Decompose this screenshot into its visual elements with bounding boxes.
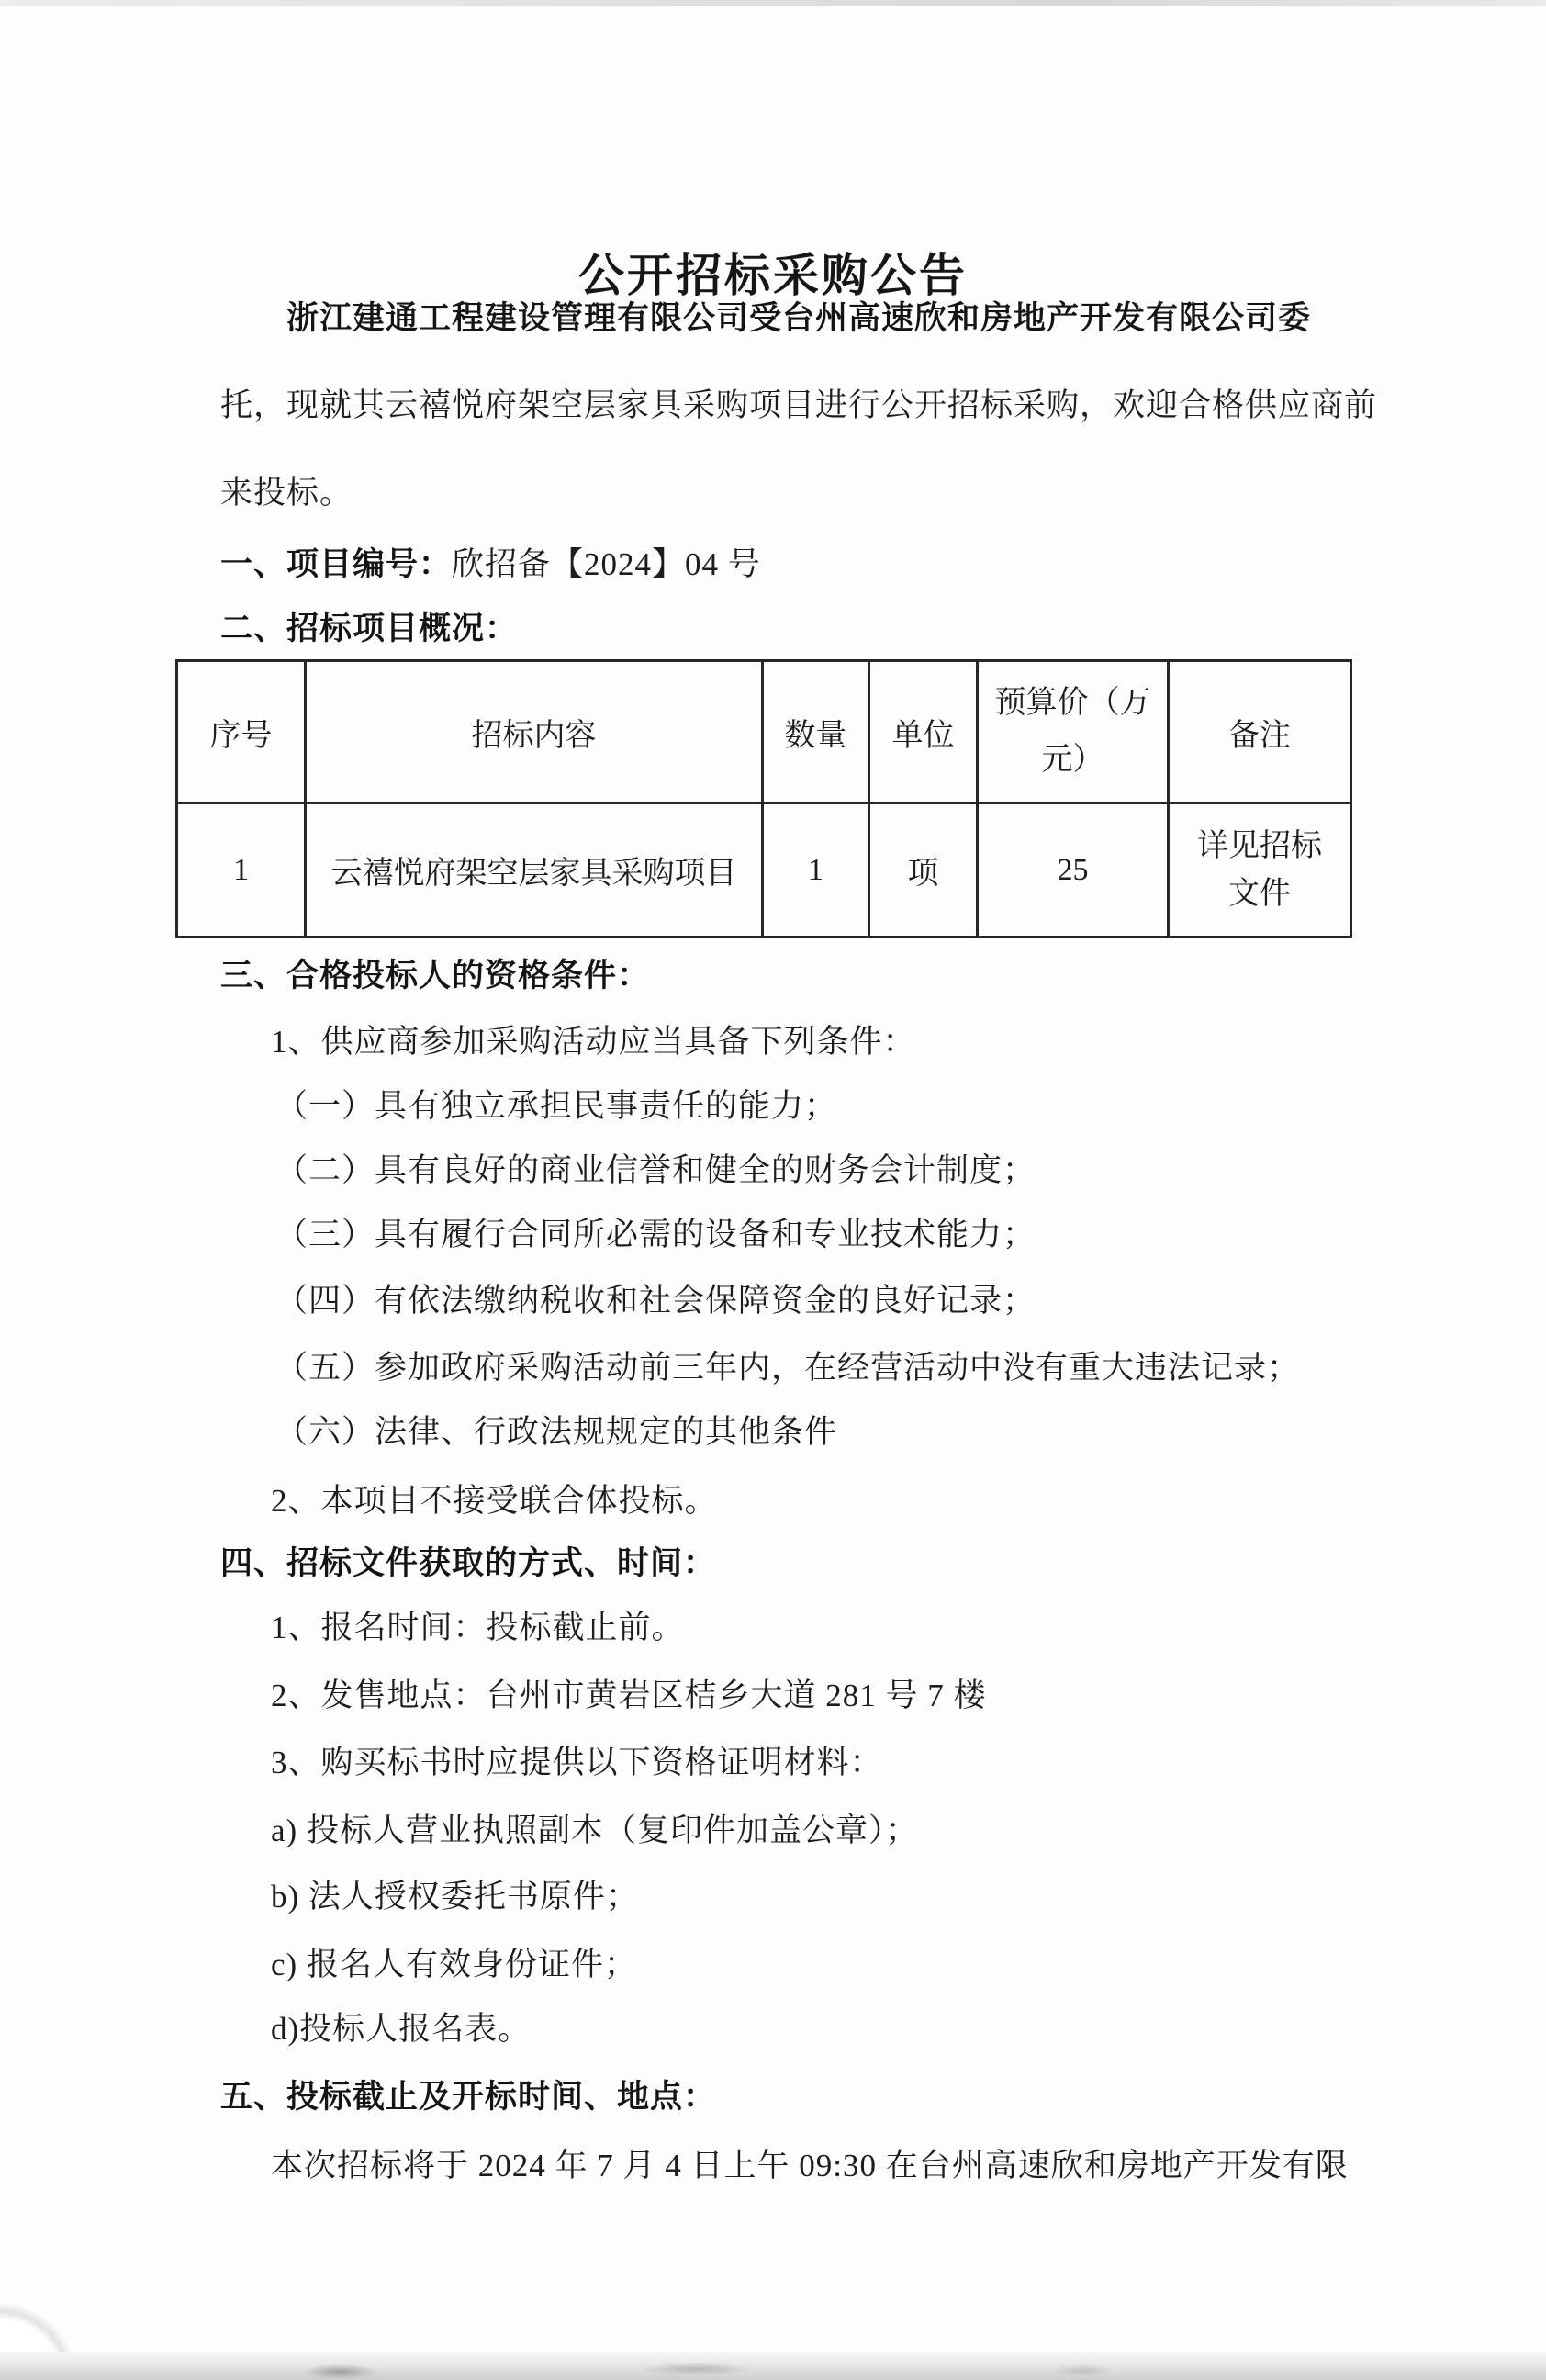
doc-line-15 [271, 1608, 685, 1648]
doc-line-13 [271, 1481, 718, 1521]
doc-line-23-text: 本次招标将于 2024 年 7 月 4 日上午 09:30 在台州高速欣和房地产开发有限 [271, 2148, 1349, 2184]
doc-line-4 [220, 609, 518, 649]
doc-line-11 [275, 1348, 1300, 1388]
doc-line-10-text: （四）有依法缴纳税收和社会保障资金的良好记录； [275, 1283, 1036, 1319]
doc-line-3 [220, 544, 761, 585]
doc-line-18-text: a) 投标人营业执照副本（复印件加盖公章）； [271, 1813, 919, 1848]
doc-line-12 [275, 1412, 837, 1453]
cell-remark: 详见招标文件 [1169, 803, 1351, 937]
doc-line-6 [271, 1022, 916, 1062]
doc-line-5-bold-text: 三、合格投标人的资格条件： [220, 958, 651, 994]
cell-serial: 1 [177, 803, 306, 937]
doc-line-15-text: 1、报名时间：投标截止前。 [271, 1610, 685, 1645]
doc-line-11-text: （五）参加政府采购活动前三年内，在经营活动中没有重大违法记录； [275, 1350, 1301, 1386]
doc-line-23 [271, 2146, 1349, 2186]
col-header-quantity: 数量 [763, 661, 869, 803]
col-header-unit: 单位 [869, 661, 978, 803]
cell-content: 云禧悦府架空层家具采购项目 [306, 803, 763, 937]
doc-line-14 [220, 1544, 716, 1584]
doc-line-6-text: 1、供应商参加采购活动应当具备下列条件： [271, 1024, 916, 1060]
cell-unit: 项 [869, 803, 978, 937]
doc-line-2-text: 来投标。 [220, 475, 353, 511]
doc-line-21-text: d)投标人报名表。 [271, 2011, 532, 2047]
doc-line-0-bold-text: 浙江建通工程建设管理有限公司受台州高速欣和房地产开发有限公司委 [286, 300, 1312, 336]
doc-line-17-text: 3、购买标书时应提供以下资格证明材料： [271, 1745, 883, 1780]
doc-line-16-text: 2、发售地点：台州市黄岩区桔乡大道 281 号 7 楼 [271, 1678, 987, 1713]
doc-line-21 [271, 2009, 531, 2049]
cell-quantity: 1 [763, 803, 869, 937]
doc-line-9-text: （三）具有履行合同所必需的设备和专业技术能力； [275, 1217, 1036, 1252]
doc-line-3-text: 欣招备【2024】04 号 [452, 546, 761, 582]
doc-line-1 [220, 386, 1377, 426]
doc-line-17 [271, 1743, 883, 1783]
doc-line-7-text: （一）具有独立承担民事责任的能力； [275, 1088, 838, 1124]
doc-line-22-bold-text: 五、投标截止及开标时间、地点： [220, 2079, 717, 2115]
tender-overview-table [175, 659, 1352, 938]
scan-artifact-bottom-edge [0, 2352, 1546, 2380]
col-header-budget: 预算价（万元） [978, 661, 1169, 803]
table-row [177, 803, 1351, 937]
doc-line-20-text: c) 报名人有效身份证件； [271, 1947, 637, 1982]
table-header-row [177, 661, 1351, 803]
scan-artifact-top-edge [0, 0, 1546, 6]
col-header-serial: 序号 [177, 661, 306, 803]
doc-line-3-bold-text: 一、项目编号： [220, 546, 453, 582]
doc-line-8-text: （二）具有良好的商业信誉和健全的财务会计制度； [275, 1152, 1036, 1188]
doc-line-10 [275, 1281, 1036, 1321]
doc-line-13-text: 2、本项目不接受联合体投标。 [271, 1483, 718, 1519]
doc-line-12-text: （六）法律、行政法规规定的其他条件 [275, 1414, 838, 1450]
doc-line-22 [220, 2077, 716, 2117]
doc-line-5 [220, 956, 650, 996]
doc-line-20 [271, 1945, 637, 1985]
cell-budget: 25 [978, 803, 1169, 937]
doc-line-16 [271, 1676, 987, 1716]
col-header-remark: 备注 [1169, 661, 1351, 803]
doc-line-9 [275, 1215, 1036, 1255]
doc-line-19 [271, 1877, 639, 1917]
document-title: 公开招标采购公告 [578, 249, 968, 301]
doc-line-8 [275, 1151, 1036, 1191]
doc-line-14-bold-text: 四、招标文件获取的方式、时间： [220, 1545, 717, 1581]
doc-line-19-text: b) 法人授权委托书原件； [271, 1879, 639, 1914]
doc-line-2 [220, 473, 353, 513]
doc-line-4-bold-text: 二、招标项目概况： [220, 611, 519, 646]
doc-line-18 [271, 1811, 918, 1851]
doc-line-7 [275, 1086, 837, 1127]
col-header-content: 招标内容 [306, 661, 763, 803]
doc-line-0 [286, 298, 1311, 339]
doc-line-1-text: 托，现就其云禧悦府架空层家具采购项目进行公开招标采购，欢迎合格供应商前 [220, 387, 1378, 423]
